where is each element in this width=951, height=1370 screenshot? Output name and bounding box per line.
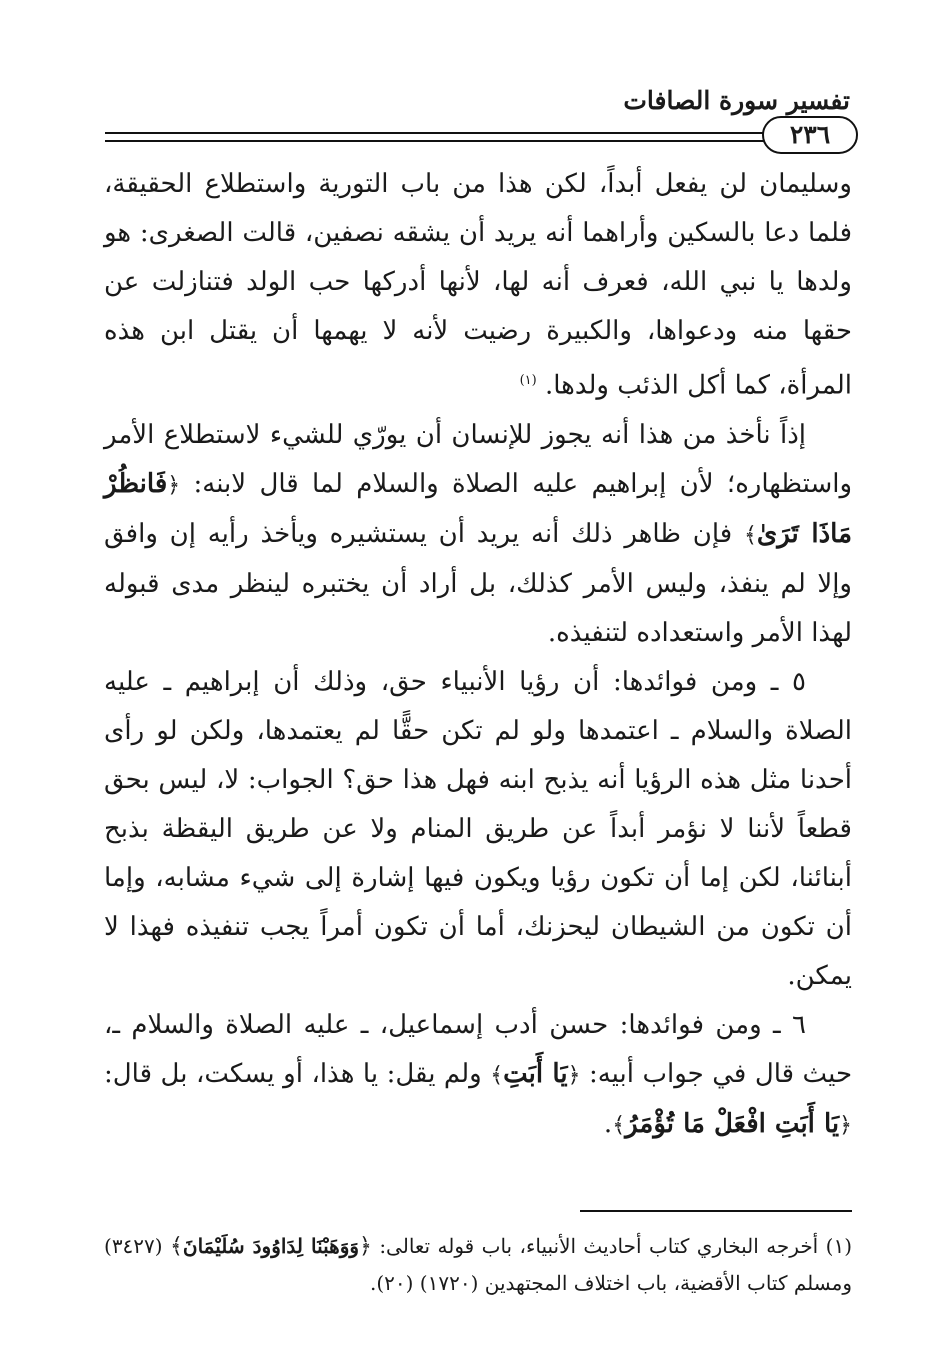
running-title: تفسير سورة الصافات xyxy=(623,86,850,115)
quran-bracket-open: ﴿ xyxy=(167,472,181,498)
paragraph xyxy=(104,160,852,411)
page-number: ٢٣٦ xyxy=(762,116,858,154)
quran-bracket-open: ﴿ xyxy=(359,1234,372,1259)
quran-verse: يَا أَبَتِ xyxy=(503,1058,568,1089)
quran-verse: وَوَهَبْنَا لِدَاوُودَ سُلَيْمَانَ xyxy=(182,1234,360,1258)
quran-bracket-close: ﴾ xyxy=(169,1234,183,1259)
paragraph-text: ولم يقل: يا هذا، أو يسكت، بل قال: xyxy=(104,1058,482,1089)
quran-bracket-close: ﴾ xyxy=(490,1062,504,1088)
quran-verse: فَانظُرْ مَاذَا تَرَىٰ xyxy=(104,468,852,549)
paragraph xyxy=(104,1001,852,1150)
paragraph-text: ٦ ـ ومن فوائدها: حسن أدب إسماعيل، ـ عليه الصلاة والسلام ـ، حيث قال في جواب أبيه: xyxy=(104,1009,853,1089)
paragraph-text: فإن ظاهر ذلك أنه يريد أن يستشيره ويأخذ رأيه إن وافق وإلا لم ينفذ، وليس الأمر كذلك، بل أراد أن يختبره لينظر مدى قبوله لهذا الأمر واستعداده لتنفيذه. xyxy=(104,518,852,648)
paragraph xyxy=(104,411,852,658)
paragraph-text: وسليمان لن يفعل أبداً، لكن هذا من باب التورية واستطلاع الحقيقة، فلما دعا بالسكين وأراهما أنه يريد أن يشقه نصفين، قالت الصغرى: هو ولدها يا نبي الله، فعرف أنه لها، لأنها أدركها حب الولد فتنازلت عن حقها منه ودعواها، والكبيرة رضيت لأنه لا يهمها أن يقتل ابن هذه المرأة، كما أكل الذئب ولدها. xyxy=(104,169,852,401)
footnote xyxy=(104,1228,852,1301)
footnote-text-start: (١) أخرجه البخاري كتاب أحاديث الأنبياء، باب قوله تعالى: xyxy=(379,1234,852,1258)
footnote-separator xyxy=(580,1210,852,1212)
paragraph-end: . xyxy=(603,1108,613,1139)
paragraph-text: إذاً نأخذ من هذا أنه يجوز للإنسان أن يورّي للشيء لاستطلاع الأمر واستظهاره؛ لأن إبراهيم عليه الصلاة والسلام لما قال لابنه: xyxy=(104,419,853,499)
main-text xyxy=(104,160,852,1150)
footnote-text-end: (٣٤٢٧) ومسلم كتاب الأقضية، باب اختلاف المجتهدين (١٧٢٠) (٢٠). xyxy=(104,1234,852,1295)
paragraph xyxy=(104,658,852,1001)
quran-bracket-close: ﴾ xyxy=(612,1112,626,1138)
footnote-reference: (١) xyxy=(519,373,537,388)
footnote-text xyxy=(104,1228,852,1301)
header-rule xyxy=(105,132,765,142)
paragraph-text: ٥ ـ ومن فوائدها: أن رؤيا الأنبياء حق، وذلك أن إبراهيم ـ عليه الصلاة والسلام ـ اعتمدها ولو لم تكن حقًّا لم يعتمدها، ولكن لو رأى أحدنا مثل هذه الرؤيا أنه يذبح ابنه فهل هذا حق؟ الجواب: لا، ليس بحق قطعاً لأننا لا نؤمر أبداً عن طريق المنام ولا عن طريق اليقظة بذبح أبنائنا، لكن إما أن تكون رؤيا ويكون فيها إشارة إلى شيء مشابه، وإما أن تكون من الشيطان ليحزنك، أما أن تكون أمراً يجب تنفيذه فهذا لا يمكن. xyxy=(104,666,852,991)
quran-bracket-open: ﴿ xyxy=(567,1062,581,1088)
quran-verse: يَا أَبَتِ افْعَلْ مَا تُؤْمَرُ xyxy=(625,1108,840,1139)
quran-bracket-close: ﴾ xyxy=(743,522,757,548)
quran-bracket-open: ﴿ xyxy=(839,1112,852,1138)
